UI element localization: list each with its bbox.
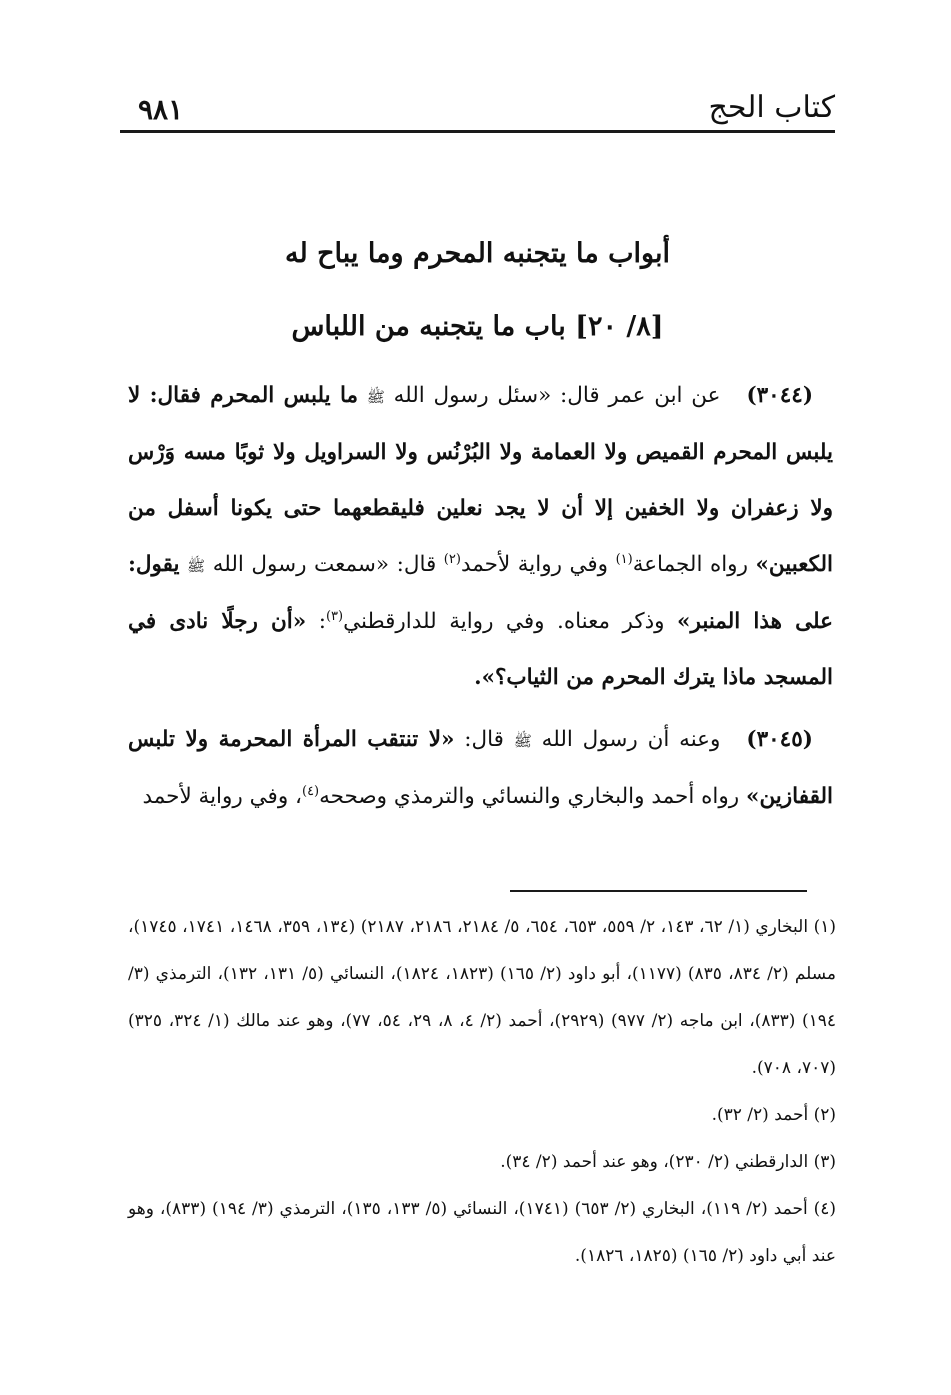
hadith-text: وذكر معناه. وفي رواية للدارقطني	[343, 609, 665, 634]
page-number: ٩٨١	[138, 93, 184, 126]
hadith-3045	[128, 712, 833, 825]
hadith-number: (٣٠٤٤)	[746, 383, 814, 408]
footnote-divider	[510, 890, 807, 892]
hadith-source: رواه الجماعة	[632, 552, 748, 577]
hadith-text: ، وفي رواية لأحمد	[142, 784, 302, 809]
hadith-number: (٣٠٤٥)	[746, 727, 813, 752]
footnote-2: (٢) أحمد (٢/ ٣٢).	[711, 1105, 836, 1125]
hadith-text: :	[318, 609, 326, 634]
hadith-text: وفي رواية لأحمد	[460, 552, 609, 577]
main-text	[128, 368, 833, 831]
hadith-quote: «أن رجلًا نادى في المسجد ماذا يترك المحرم من الثياب؟».	[128, 609, 833, 690]
footnote-ref: (٢)	[443, 551, 461, 567]
hadith-text: قال: «سمعت رسول الله	[212, 552, 437, 577]
section-title: أبواب ما يتجنبه المحرم وما يباح له	[285, 238, 670, 269]
book-title: كتاب الحج	[708, 90, 835, 125]
salla-symbol: ﷺ	[513, 732, 532, 750]
chapter-title: [٨/ ٢٠] باب ما يتجنبه من اللباس	[291, 311, 664, 342]
footnote-3: (٣) الدارقطني (٢/ ٢٣٠)، وهو عند أحمد (٢/ ٣٤).	[500, 1152, 836, 1172]
footnote-4: (٤) أحمد (٢/ ١١٩)، البخاري (٢/ ٦٥٣) (١٧٤١)، النسائي (٥/ ١٣٣، ١٣٥)، الترمذي (٣/ ١٩٤) (٨٣٣)، وهو عند أبي داود (٢/ ١٦٥) (١٨٢٥، ١٨٢٦).	[128, 1199, 837, 1266]
running-header	[120, 86, 835, 133]
hadith-quote: ما يلبس المحرم فقال: لا يلبس المحرم القميص ولا العمامة ولا البُرْنُس ولا السراويل ولا ثوبًا مسه وَرْس ولا زعفران ولا الخفين إلا أن لا يجد نعلين فليقطعهما حتى يكونا أسفل من الكعبين»	[128, 383, 834, 577]
footnotes	[128, 904, 836, 1280]
hadith-text: قال:	[464, 727, 504, 752]
salla-symbol: ﷺ	[366, 388, 385, 406]
hadith-quote: «لا تنتقب المرأة المحرمة ولا تلبس القفازين»	[128, 727, 833, 809]
hadith-source: رواه أحمد والبخاري والنسائي والترمذي وصححه	[319, 784, 740, 809]
hadith-quote: يقول: على هذا المنبر»	[128, 552, 833, 634]
salla-symbol: ﷺ	[187, 557, 206, 575]
footnote-ref: (٣)	[325, 608, 344, 624]
footnote-ref: (١)	[615, 551, 633, 567]
hadith-intro: وعنه أن رسول الله	[541, 727, 721, 752]
hadith-3044	[128, 368, 833, 706]
footnote-1: (١) البخاري (١/ ٦٢، ١٤٣، ٢/ ٥٥٩، ٦٥٣، ٦٥٤، ٥/ ٢١٨٤، ٢١٨٦، ٢١٨٧) (١٣٤، ٣٥٩، ١٤٦٨، ١٧٤١، ١٧٤٥)، مسلم (٢/ ٨٣٤، ٨٣٥) (١١٧٧)، أبو داود (٢/ ١٦٥) (١٨٢٣، ١٨٢٤)، النسائي (٥/ ١٣١، ١٣٢)، الترمذي (٣/ ١٩٤) (٨٣٣)، ابن ماجه (٢/ ٩٧٧) (٢٩٢٩)، أحمد (٢/ ٤، ٨، ٢٩، ٥٤، ٧٧)، وهو عند مالك (١/ ٣٢٤، ٣٢٥) (٧٠٧، ٧٠٨).	[128, 917, 837, 1078]
hadith-intro: عن ابن عمر قال: «سئل رسول الله	[393, 383, 721, 408]
footnote-ref: (٤)	[301, 783, 320, 799]
